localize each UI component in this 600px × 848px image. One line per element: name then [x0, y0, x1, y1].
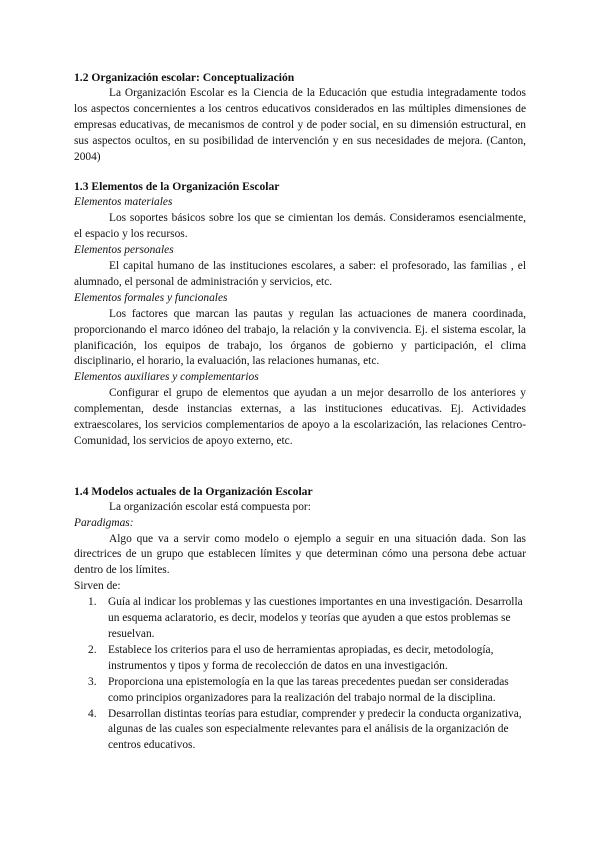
list-item-text: Desarrollan distintas teorías para estudiar, comprender y predecir la conducta organizativa, algunas de las cuales son especialmente relevantes para el análisis de la organización de centros educativos.: [108, 707, 522, 752]
intro-line: La organización escolar está compuesta por:: [109, 500, 311, 513]
serve-label: Sirven de:: [74, 580, 121, 593]
paragraph-personales: El capital humano de las instituciones escolares, a saber: el profesorado, las familias , el alumnado, el personal de administración y servicios, etc.: [74, 259, 526, 288]
list-item: [74, 675, 526, 707]
list-number: 4.: [88, 707, 97, 720]
numbered-list: [74, 595, 526, 754]
subheading-auxiliares: Elementos auxiliares y complementarios: [74, 371, 259, 384]
paragraph-auxiliares: Configurar el grupo de elementos que ayudan a un mejor desarrollo de los anteriores y complementan, desde instancias externas, a las instituciones educativas. Ej. Actividades extraescolares, los servicios complementarios de apoyo a la escolarización, las relaciones Centro-Comunidad, los servicios de apoyo externo, etc.: [74, 387, 526, 447]
list-number: 1.: [88, 596, 97, 609]
section-heading-1-2: 1.2 Organización escolar: Conceptualización: [74, 71, 295, 84]
paragraph-paradigmas: Algo que va a servir como modelo o ejemplo a seguir en una situación dada. Son las directrices de un grupo que establecen límites y que determinan cómo una persona debe actuar dentro de los límites.: [74, 532, 526, 577]
paragraph-materiales: Los soportes básicos sobre los que se cimientan los demás. Consideramos esencialmente, el espacio y los recursos.: [74, 212, 526, 241]
list-item-text: Guía al indicar los problemas y las cuestiones importantes en una investigación. Desarrolla un esquema aclaratorio, es decir, modelos y teorías que ayuden a que estos problemas se resuelvan.: [108, 596, 523, 640]
section-heading-1-3: 1.3 Elementos de la Organización Escolar: [74, 180, 280, 194]
subheading-personales: Elementos personales: [74, 244, 174, 257]
list-number: 3.: [88, 675, 97, 688]
subheading-materiales: Elementos materiales: [74, 196, 173, 209]
paragraph-formales: Los factores que marcan las pautas y regulan las actuaciones de manera coordinada, proporcionando el marco idóneo del trabajo, la relación y la convivencia. Ej. el sistema escolar, la planificación, los equipos de trabajo, los órganos de gobierno y participación, el clima disciplinario, el horario, la evaluación, las relaciones humanas, etc.: [74, 307, 526, 368]
list-item: [74, 707, 526, 755]
subheading-paradigmas: Paradigmas:: [74, 516, 134, 529]
document-page: [74, 70, 526, 754]
list-item: [74, 643, 526, 675]
subheading-formales: Elementos formales y funcionales: [74, 291, 228, 304]
section-heading-1-4: 1.4 Modelos actuales de la Organización Escolar: [74, 484, 313, 498]
section-paragraph: La Organización Escolar es la Ciencia de la Educación que estudia integradamente todos los aspectos concernientes a los centros educativos considerados en las múltiples dimensiones de empresas educativas, de mecanismos de control y de poder social, en su dimensión estructural, en sus aspectos ocultos, en su posibilidad de intervención y en sus necesidades de mejora. (Canton, 2004): [74, 86, 526, 163]
list-item: [74, 595, 526, 643]
list-number: 2.: [88, 643, 97, 656]
list-item-text: Proporciona una epistemología en la que las tareas precedentes puedan ser consideradas como principios organizadores para la realización del trabajo normal de la disciplina.: [108, 675, 509, 704]
list-item-text: Establece los criterios para el uso de herramientas apropiadas, es decir, metodología, instrumentos y tipos y forma de recolección de datos en una investigación.: [108, 643, 494, 672]
